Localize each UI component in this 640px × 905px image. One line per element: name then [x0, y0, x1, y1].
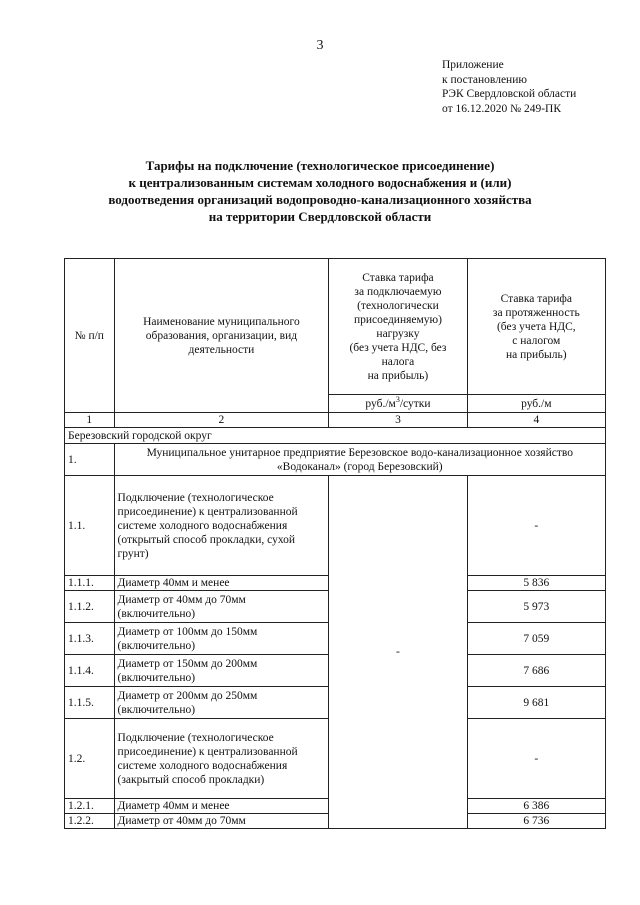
row-num: 1.1.1.	[65, 576, 115, 591]
org-row	[65, 444, 606, 476]
header-rate-load-line: налога	[381, 355, 415, 368]
appendix-line: РЭК Свердловской области	[442, 88, 577, 100]
column-number: 4	[467, 413, 605, 428]
row-value: 9 681	[467, 687, 605, 719]
section-num: 1.2.	[65, 719, 115, 799]
title-line: водоотведения организаций водопроводно-канализационного хозяйства	[108, 192, 532, 207]
column-number: 1	[65, 413, 115, 428]
title-line: Тарифы на подключение (технологическое присоединение)	[145, 158, 495, 173]
row-name: Диаметр от 150мм до 200мм (включительно)	[114, 655, 329, 687]
header-rate-load-line: (технологически	[357, 299, 439, 312]
section-rate-length: -	[467, 719, 605, 799]
row-num: 1.1.2.	[65, 591, 115, 623]
district-name: Березовский городской округ	[65, 428, 606, 444]
row-num: 1.1.4.	[65, 655, 115, 687]
appendix-line: Приложение	[442, 59, 504, 71]
header-rate-load-line: Ставка тарифа	[362, 271, 434, 284]
row-name: Диаметр от 40мм до 70мм (включительно)	[114, 591, 329, 623]
row-name: Диаметр от 200мм до 250мм (включительно)	[114, 687, 329, 719]
header-rate-load	[329, 259, 467, 395]
title-line: на территории Свердловской области	[208, 209, 432, 224]
row-name: Диаметр 40мм и менее	[114, 576, 329, 591]
row-value: 5 973	[467, 591, 605, 623]
row-value: 5 836	[467, 576, 605, 591]
section-row	[65, 476, 606, 576]
row-value: 7 686	[467, 655, 605, 687]
appendix-line: от 16.12.2020 № 249-ПК	[442, 102, 562, 115]
org-num: 1.	[65, 444, 115, 476]
row-value: 6 386	[467, 799, 605, 814]
table-header-row	[65, 259, 606, 395]
header-rate-length-line: (без учета НДС,	[496, 320, 576, 333]
header-num: № п/п	[65, 259, 115, 413]
unit-load-post: /сутки	[399, 397, 431, 410]
row-num: 1.1.5.	[65, 687, 115, 719]
header-rate-load-line: за подключаемую	[354, 285, 442, 298]
page-number: 3	[316, 38, 324, 53]
rate-load-merged: -	[329, 476, 467, 829]
appendix-note	[442, 58, 576, 116]
row-num: 1.2.1.	[65, 799, 115, 814]
header-rate-load-line: на прибыль)	[367, 369, 429, 382]
header-rate-length-line: с налогом	[512, 334, 561, 347]
row-name: Диаметр 40мм и менее	[114, 799, 329, 814]
section-name: Подключение (технологическое присоединение) к централизованной системе холодного водоснабжения (открытый способ прокладки, сухой грунт)	[114, 476, 329, 576]
column-number: 3	[329, 413, 467, 428]
row-name: Диаметр от 100мм до 150мм (включительно)	[114, 623, 329, 655]
section-rate-length: -	[467, 476, 605, 576]
header-rate-load-line: (без учета НДС, без	[349, 341, 447, 354]
header-rate-load-line: присоединяемую)	[353, 313, 442, 326]
row-num: 1.1.3.	[65, 623, 115, 655]
header-rate-length-line: за протяженность	[492, 306, 580, 319]
unit-load-sup: 3	[395, 394, 400, 404]
header-rate-length-line: Ставка тарифа	[500, 292, 572, 305]
row-value: 7 059	[467, 623, 605, 655]
column-numbers-row	[65, 413, 606, 428]
unit-load	[329, 395, 467, 413]
unit-load-pre: руб./м	[365, 397, 396, 410]
header-name: Наименование муниципального образования, организации, вид деятельности	[114, 259, 329, 413]
column-number: 2	[114, 413, 329, 428]
appendix-line: к постановлению	[442, 73, 527, 86]
district-row	[65, 428, 606, 444]
row-value: 6 736	[467, 814, 605, 829]
row-num: 1.2.2.	[65, 814, 115, 829]
org-name: Муниципальное унитарное предприятие Березовское водо-канализационное хозяйство «Водоканал» (город Березовский)	[114, 444, 605, 476]
section-name: Подключение (технологическое присоединение) к централизованной системе холодного водоснабжения (закрытый способ прокладки)	[114, 719, 329, 799]
title-line: к централизованным системам холодного водоснабжения и (или)	[128, 175, 512, 190]
row-name: Диаметр от 40мм до 70мм	[114, 814, 329, 829]
unit-length: руб./м	[467, 395, 605, 413]
header-rate-load-line: нагрузку	[376, 327, 420, 340]
header-rate-length-line: на прибыль)	[506, 348, 567, 361]
header-rate-length	[467, 259, 605, 395]
tariff-table	[64, 258, 606, 829]
section-num: 1.1.	[65, 476, 115, 576]
document-title	[40, 157, 600, 225]
